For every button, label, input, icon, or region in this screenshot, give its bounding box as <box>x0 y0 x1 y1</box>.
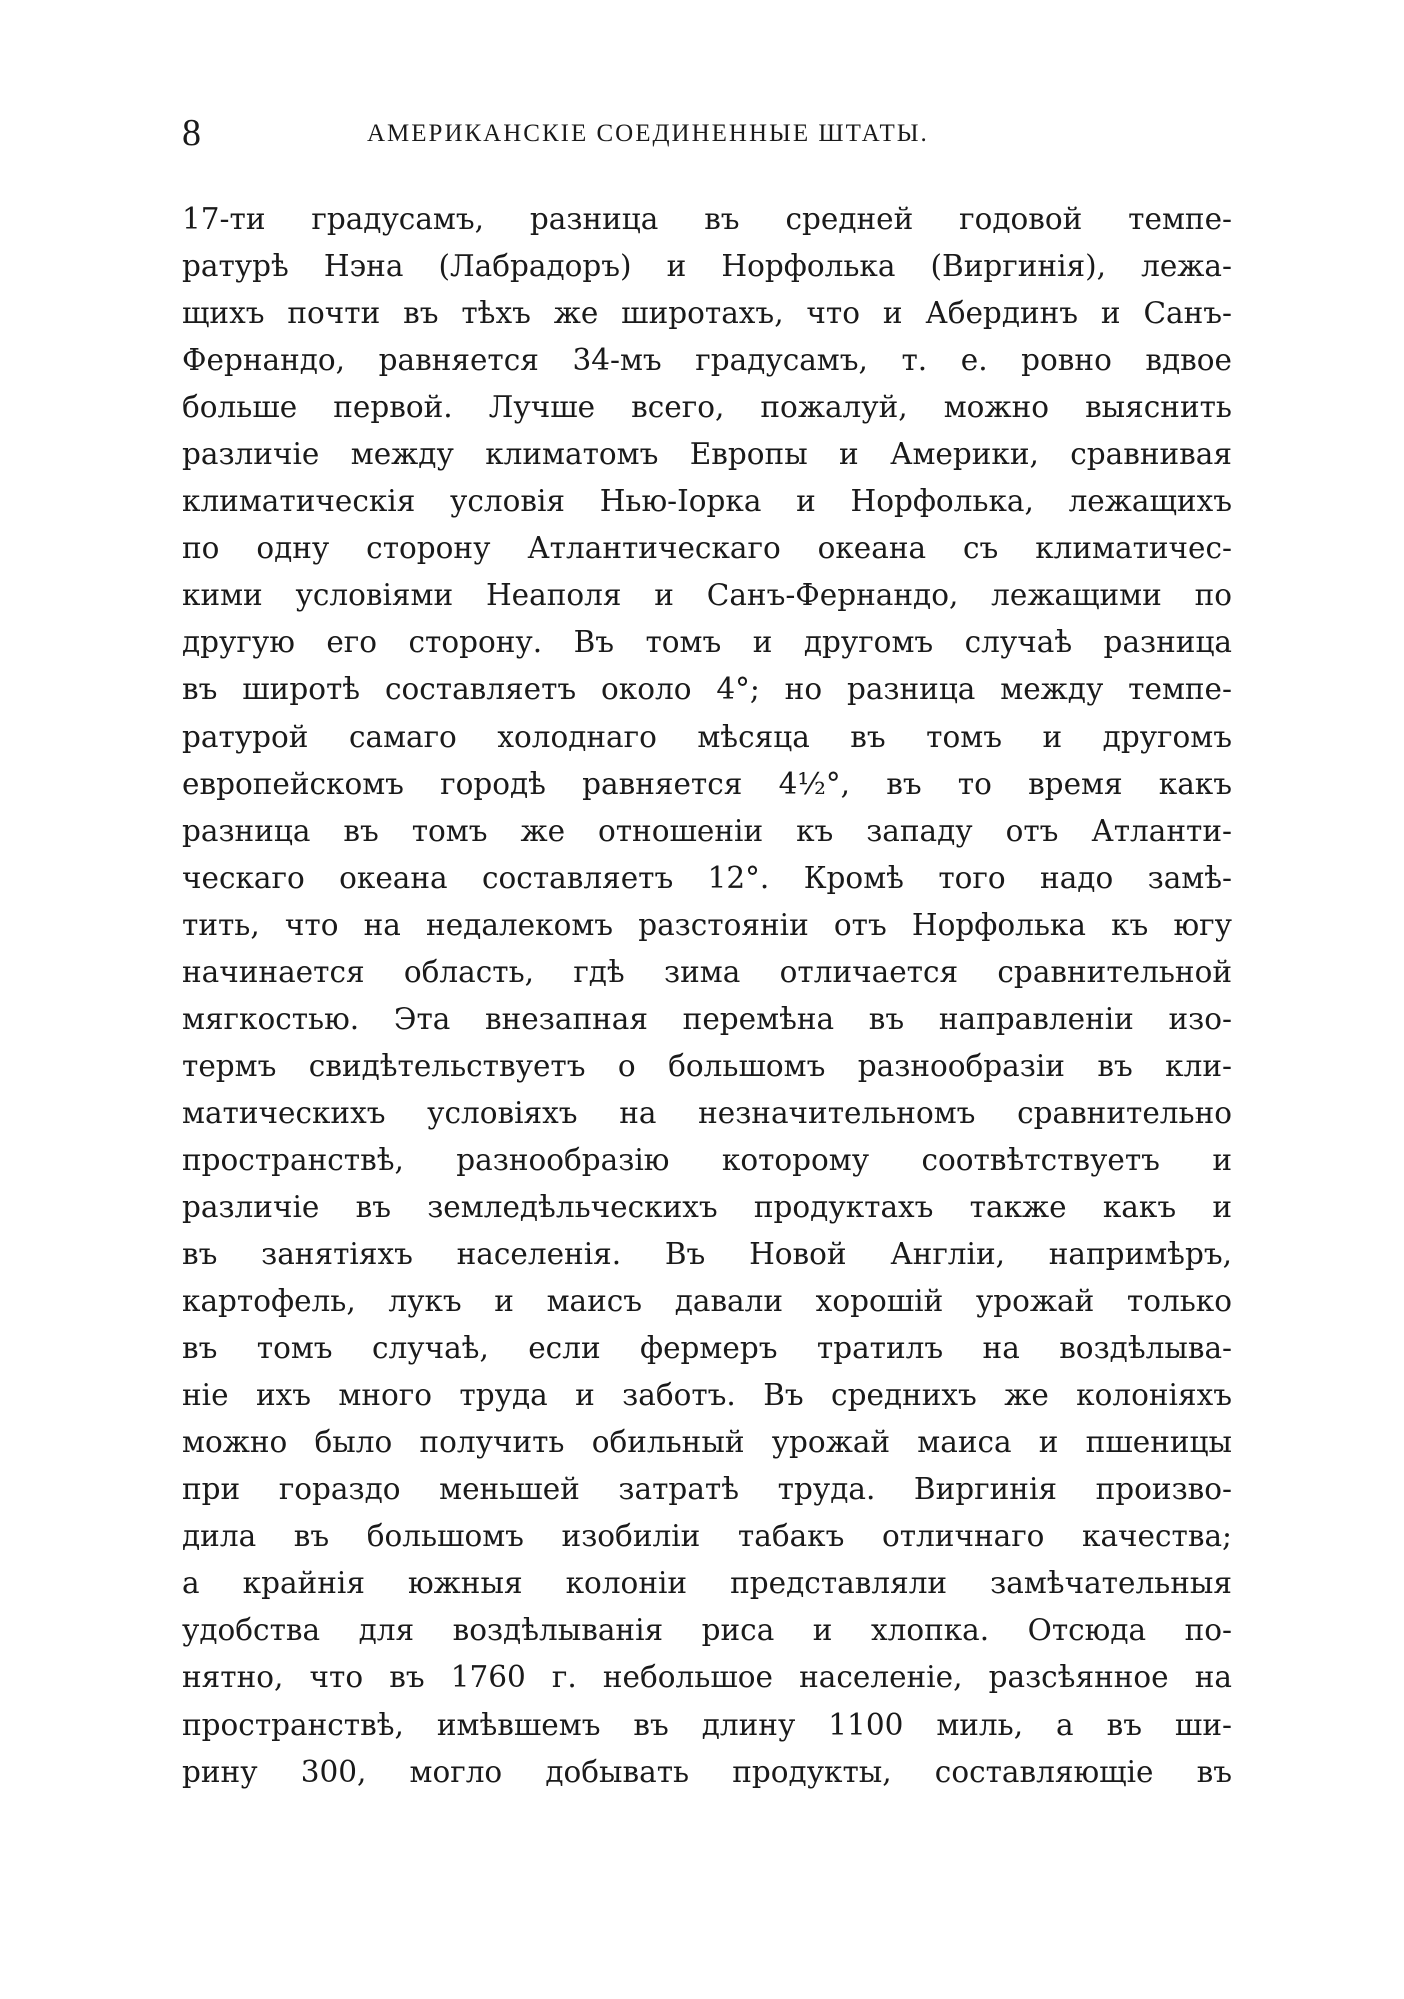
text-line: щихъ почти въ тѣхъ же широтахъ, что и Абердинъ и Санъ- <box>182 296 1232 331</box>
text-line: ратурѣ Нэна (Лабрадоръ) и Норфолька (Виргинія), лежа- <box>182 249 1232 284</box>
text-line: тить, что на недалекомъ разстояніи отъ Норфолька къ югу <box>182 907 1232 942</box>
text-line: ческаго океана составляетъ 12°. Кромѣ того надо замѣ- <box>182 860 1232 895</box>
text-line: удобства для воздѣлыванія риса и хлопка. Отсюда по- <box>182 1613 1232 1648</box>
text-line: рину 300, могло добывать продукты, составляющіе въ <box>182 1754 1232 1789</box>
text-line: кими условіями Неаполя и Санъ-Фернандо, лежащими по <box>182 578 1232 613</box>
text-line: въ широтѣ составляетъ около 4°; но разница между темпе- <box>182 672 1232 707</box>
body-text <box>182 196 1232 1796</box>
text-line: а крайнія южныя колоніи представляли замѣчательныя <box>182 1566 1232 1601</box>
text-line: разница въ томъ же отношеніи къ западу отъ Атланти- <box>182 813 1232 848</box>
text-line: другую его сторону. Въ томъ и другомъ случаѣ разница <box>182 625 1232 660</box>
text-line: начинается область, гдѣ зима отличается сравнительной <box>182 954 1232 989</box>
text-line: по одну сторону Атлантическаго океана съ климатичес- <box>182 531 1232 566</box>
text-line: термъ свидѣтельствуетъ о большомъ разнообразіи въ кли- <box>182 1048 1232 1083</box>
text-line: картофель, лукъ и маисъ давали хорошій урожай только <box>182 1284 1232 1319</box>
text-line: въ занятіяхъ населенія. Въ Новой Англіи, напримѣръ, <box>182 1237 1232 1272</box>
text-line: матическихъ условіяхъ на незначительномъ сравнительно <box>182 1095 1232 1130</box>
text-line: дила въ большомъ изобиліи табакъ отличнаго качества; <box>182 1519 1232 1554</box>
running-head <box>182 108 1220 158</box>
text-line: климатическія условія Нью-Іорка и Норфолька, лежащихъ <box>182 484 1232 519</box>
text-line: пространствѣ, имѣвшемъ въ длину 1100 миль, а въ ши- <box>182 1707 1232 1742</box>
text-line: ратурой самаго холоднаго мѣсяца въ томъ и другомъ <box>182 719 1232 754</box>
text-line: европейскомъ городѣ равняется 4½°, въ то время какъ <box>182 766 1232 801</box>
text-line: пространствѣ, разнообразію которому соотвѣтствуетъ и <box>182 1142 1232 1177</box>
text-line: при гораздо меньшей затратѣ труда. Виргинія произво- <box>182 1472 1232 1507</box>
text-line: мягкостью. Эта внезапная перемѣна въ направленіи изо- <box>182 1001 1232 1036</box>
text-line: различіе между климатомъ Европы и Америки, сравнивая <box>182 437 1232 472</box>
text-line: въ томъ случаѣ, если фермеръ тратилъ на воздѣлыва- <box>182 1331 1232 1366</box>
running-title: АМЕРИКАНСКІЕ СОЕДИНЕННЫЕ ШТАТЫ. <box>367 120 929 147</box>
text-line: нятно, что въ 1760 г. небольшое населеніе, разсѣянное на <box>182 1660 1232 1695</box>
text-line: Фернандо, равняется 34-мъ градусамъ, т. е. ровно вдвое <box>182 343 1232 378</box>
text-line: 17-ти градусамъ, разница въ средней годовой темпе- <box>182 202 1232 236</box>
text-line: ніе ихъ много труда и заботъ. Въ среднихъ же колоніяхъ <box>182 1378 1232 1413</box>
page-number: 8 <box>182 112 201 154</box>
text-line: можно было получить обильный урожай маиса и пшеницы <box>182 1425 1232 1460</box>
text-line: различіе въ земледѣльческихъ продуктахъ также какъ и <box>182 1189 1232 1224</box>
text-line: больше первой. Лучше всего, пожалуй, можно выяснить <box>182 390 1232 425</box>
